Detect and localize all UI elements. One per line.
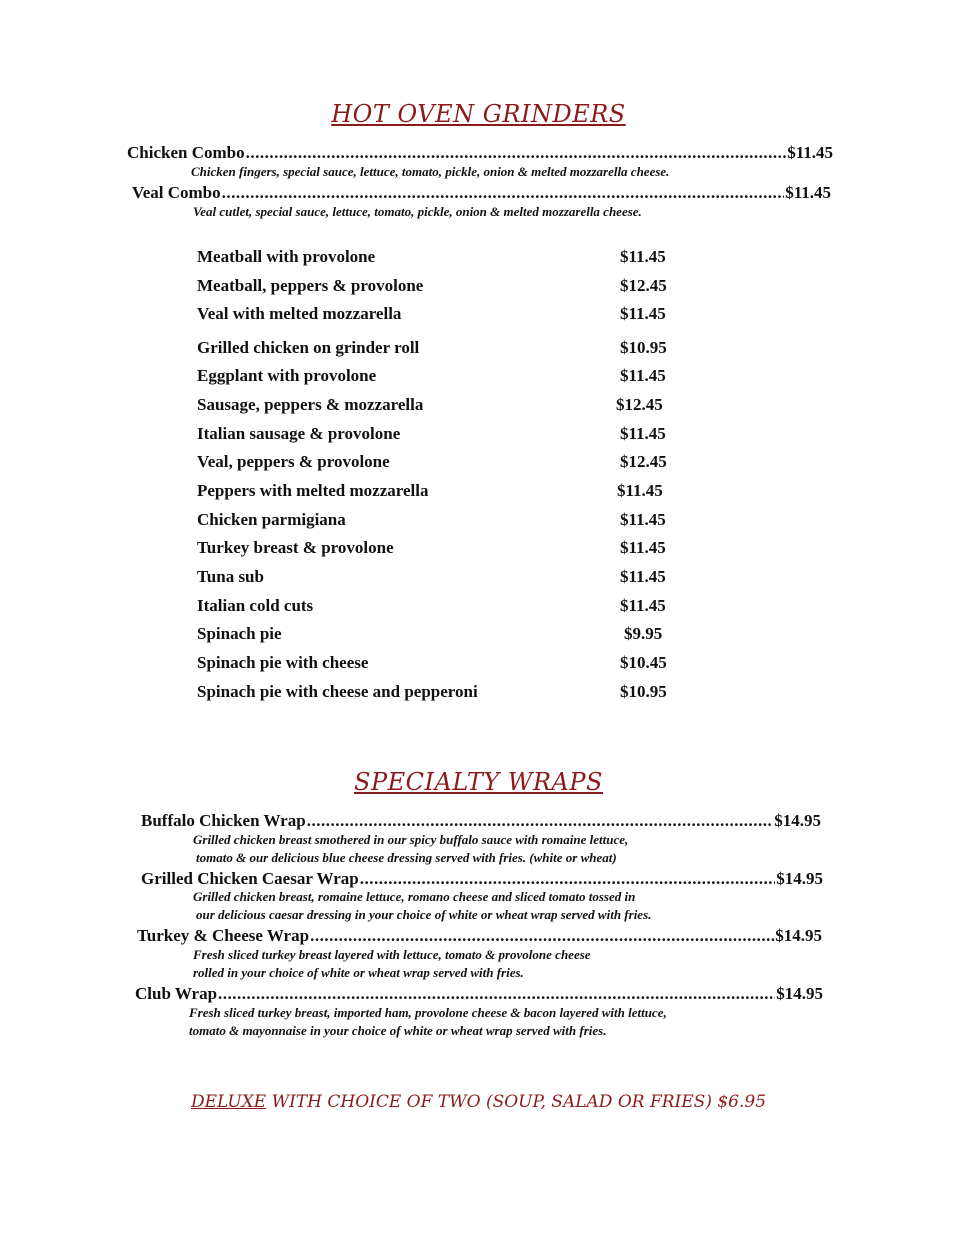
wrap-price: $14.95 <box>776 869 823 888</box>
grinder-price: $11.45 <box>620 366 666 385</box>
leader-dots <box>310 926 774 946</box>
grinder-item: Turkey breast & provolone <box>197 538 394 557</box>
wrap-description: Grilled chicken breast smothered in our spicy buffalo sauce with romaine lettuce, <box>193 832 629 847</box>
wrap-row-caesar <box>141 869 823 889</box>
wrap-description: tomato & mayonnaise in your choice of white or wheat wrap served with fries. <box>189 1023 607 1038</box>
wrap-description: Fresh sliced turkey breast layered with lettuce, tomato & provolone cheese <box>193 947 591 962</box>
grinders-heading: HOT OVEN GRINDERS <box>331 100 626 128</box>
grinder-price: $11.45 <box>620 424 666 443</box>
grinder-item: Italian sausage & provolone <box>197 424 401 443</box>
grinder-price: $10.45 <box>620 653 667 672</box>
grinder-price: $11.45 <box>617 481 663 500</box>
grinder-item: Spinach pie <box>197 624 282 643</box>
combo-name: Veal Combo <box>132 183 221 202</box>
grinder-item: Sausage, peppers & mozzarella <box>197 395 424 414</box>
grinder-price: $12.45 <box>616 395 663 414</box>
wrap-description: rolled in your choice of white or wheat wrap served with fries. <box>193 965 524 980</box>
leader-dots <box>218 984 775 1004</box>
leader-dots <box>307 811 774 831</box>
grinder-price: $11.45 <box>620 538 666 557</box>
combo-name: Chicken Combo <box>127 143 245 162</box>
grinder-item: Tuna sub <box>197 567 264 586</box>
wrap-name: Club Wrap <box>135 984 218 1003</box>
grinder-item: Meatball, peppers & provolone <box>197 276 424 295</box>
grinder-price: $10.95 <box>620 682 667 701</box>
grinder-item: Meatball with provolone <box>197 247 376 266</box>
wrap-name: Grilled Chicken Caesar Wrap <box>141 869 359 888</box>
wrap-row-turkey <box>137 926 822 946</box>
leader-dots <box>222 183 785 203</box>
grinder-price: $11.45 <box>620 510 666 529</box>
wrap-description: tomato & our delicious blue cheese dressing served with fries. (white or wheat) <box>196 850 617 865</box>
wraps-heading: SPECIALTY WRAPS <box>354 768 603 796</box>
grinder-item: Veal with melted mozzarella <box>197 304 402 323</box>
grinder-item: Spinach pie with cheese and pepperoni <box>197 682 478 701</box>
wrap-name: Buffalo Chicken Wrap <box>141 811 306 830</box>
wrap-row-buffalo <box>141 811 821 831</box>
grinder-price: $11.45 <box>620 304 666 323</box>
leader-dots <box>246 143 787 163</box>
grinder-price: $9.95 <box>624 624 663 643</box>
deluxe-footer <box>0 1092 957 1112</box>
grinder-item: Veal, peppers & provolone <box>197 452 390 471</box>
grinder-price: $11.45 <box>620 596 666 615</box>
combo-row-chicken <box>127 143 833 163</box>
wrap-name: Turkey & Cheese Wrap <box>137 926 310 945</box>
leader-dots <box>360 869 776 889</box>
grinder-item: Chicken parmigiana <box>197 510 346 529</box>
wrap-description: our delicious caesar dressing in your choice of white or wheat wrap served with fries. <box>196 907 652 922</box>
combo-row-veal <box>132 183 831 203</box>
wrap-description: Grilled chicken breast, romaine lettuce, romano cheese and sliced tomato tossed in <box>193 889 636 904</box>
grinder-price: $11.45 <box>620 567 666 586</box>
grinder-item: Eggplant with provolone <box>197 366 377 385</box>
grinder-item: Peppers with melted mozzarella <box>197 481 429 500</box>
combo-price: $11.45 <box>787 143 833 162</box>
grinder-price: $12.45 <box>620 276 667 295</box>
wrap-row-club <box>135 984 823 1004</box>
combo-price: $11.45 <box>785 183 831 202</box>
grinder-item: Grilled chicken on grinder roll <box>197 338 420 357</box>
combo-description: Chicken fingers, special sauce, lettuce, tomato, pickle, onion & melted mozzarella cheese. <box>191 164 670 179</box>
grinder-item: Italian cold cuts <box>197 596 314 615</box>
wrap-price: $14.95 <box>774 811 821 830</box>
grinder-price: $12.45 <box>620 452 667 471</box>
wrap-description: Fresh sliced turkey breast, imported ham, provolone cheese & bacon layered with lettuce, <box>189 1005 667 1020</box>
deluxe-word: DELUXE <box>190 1092 267 1112</box>
grinder-item: Spinach pie with cheese <box>197 653 369 672</box>
wrap-price: $14.95 <box>776 984 823 1003</box>
combo-description: Veal cutlet, special sauce, lettuce, tomato, pickle, onion & melted mozzarella cheese. <box>193 204 642 219</box>
deluxe-details: WITH CHOICE OF TWO (SOUP, SALAD OR FRIES) $6.95 <box>266 1092 767 1112</box>
grinder-price: $11.45 <box>620 247 666 266</box>
wrap-price: $14.95 <box>775 926 822 945</box>
grinder-price: $10.95 <box>620 338 667 357</box>
